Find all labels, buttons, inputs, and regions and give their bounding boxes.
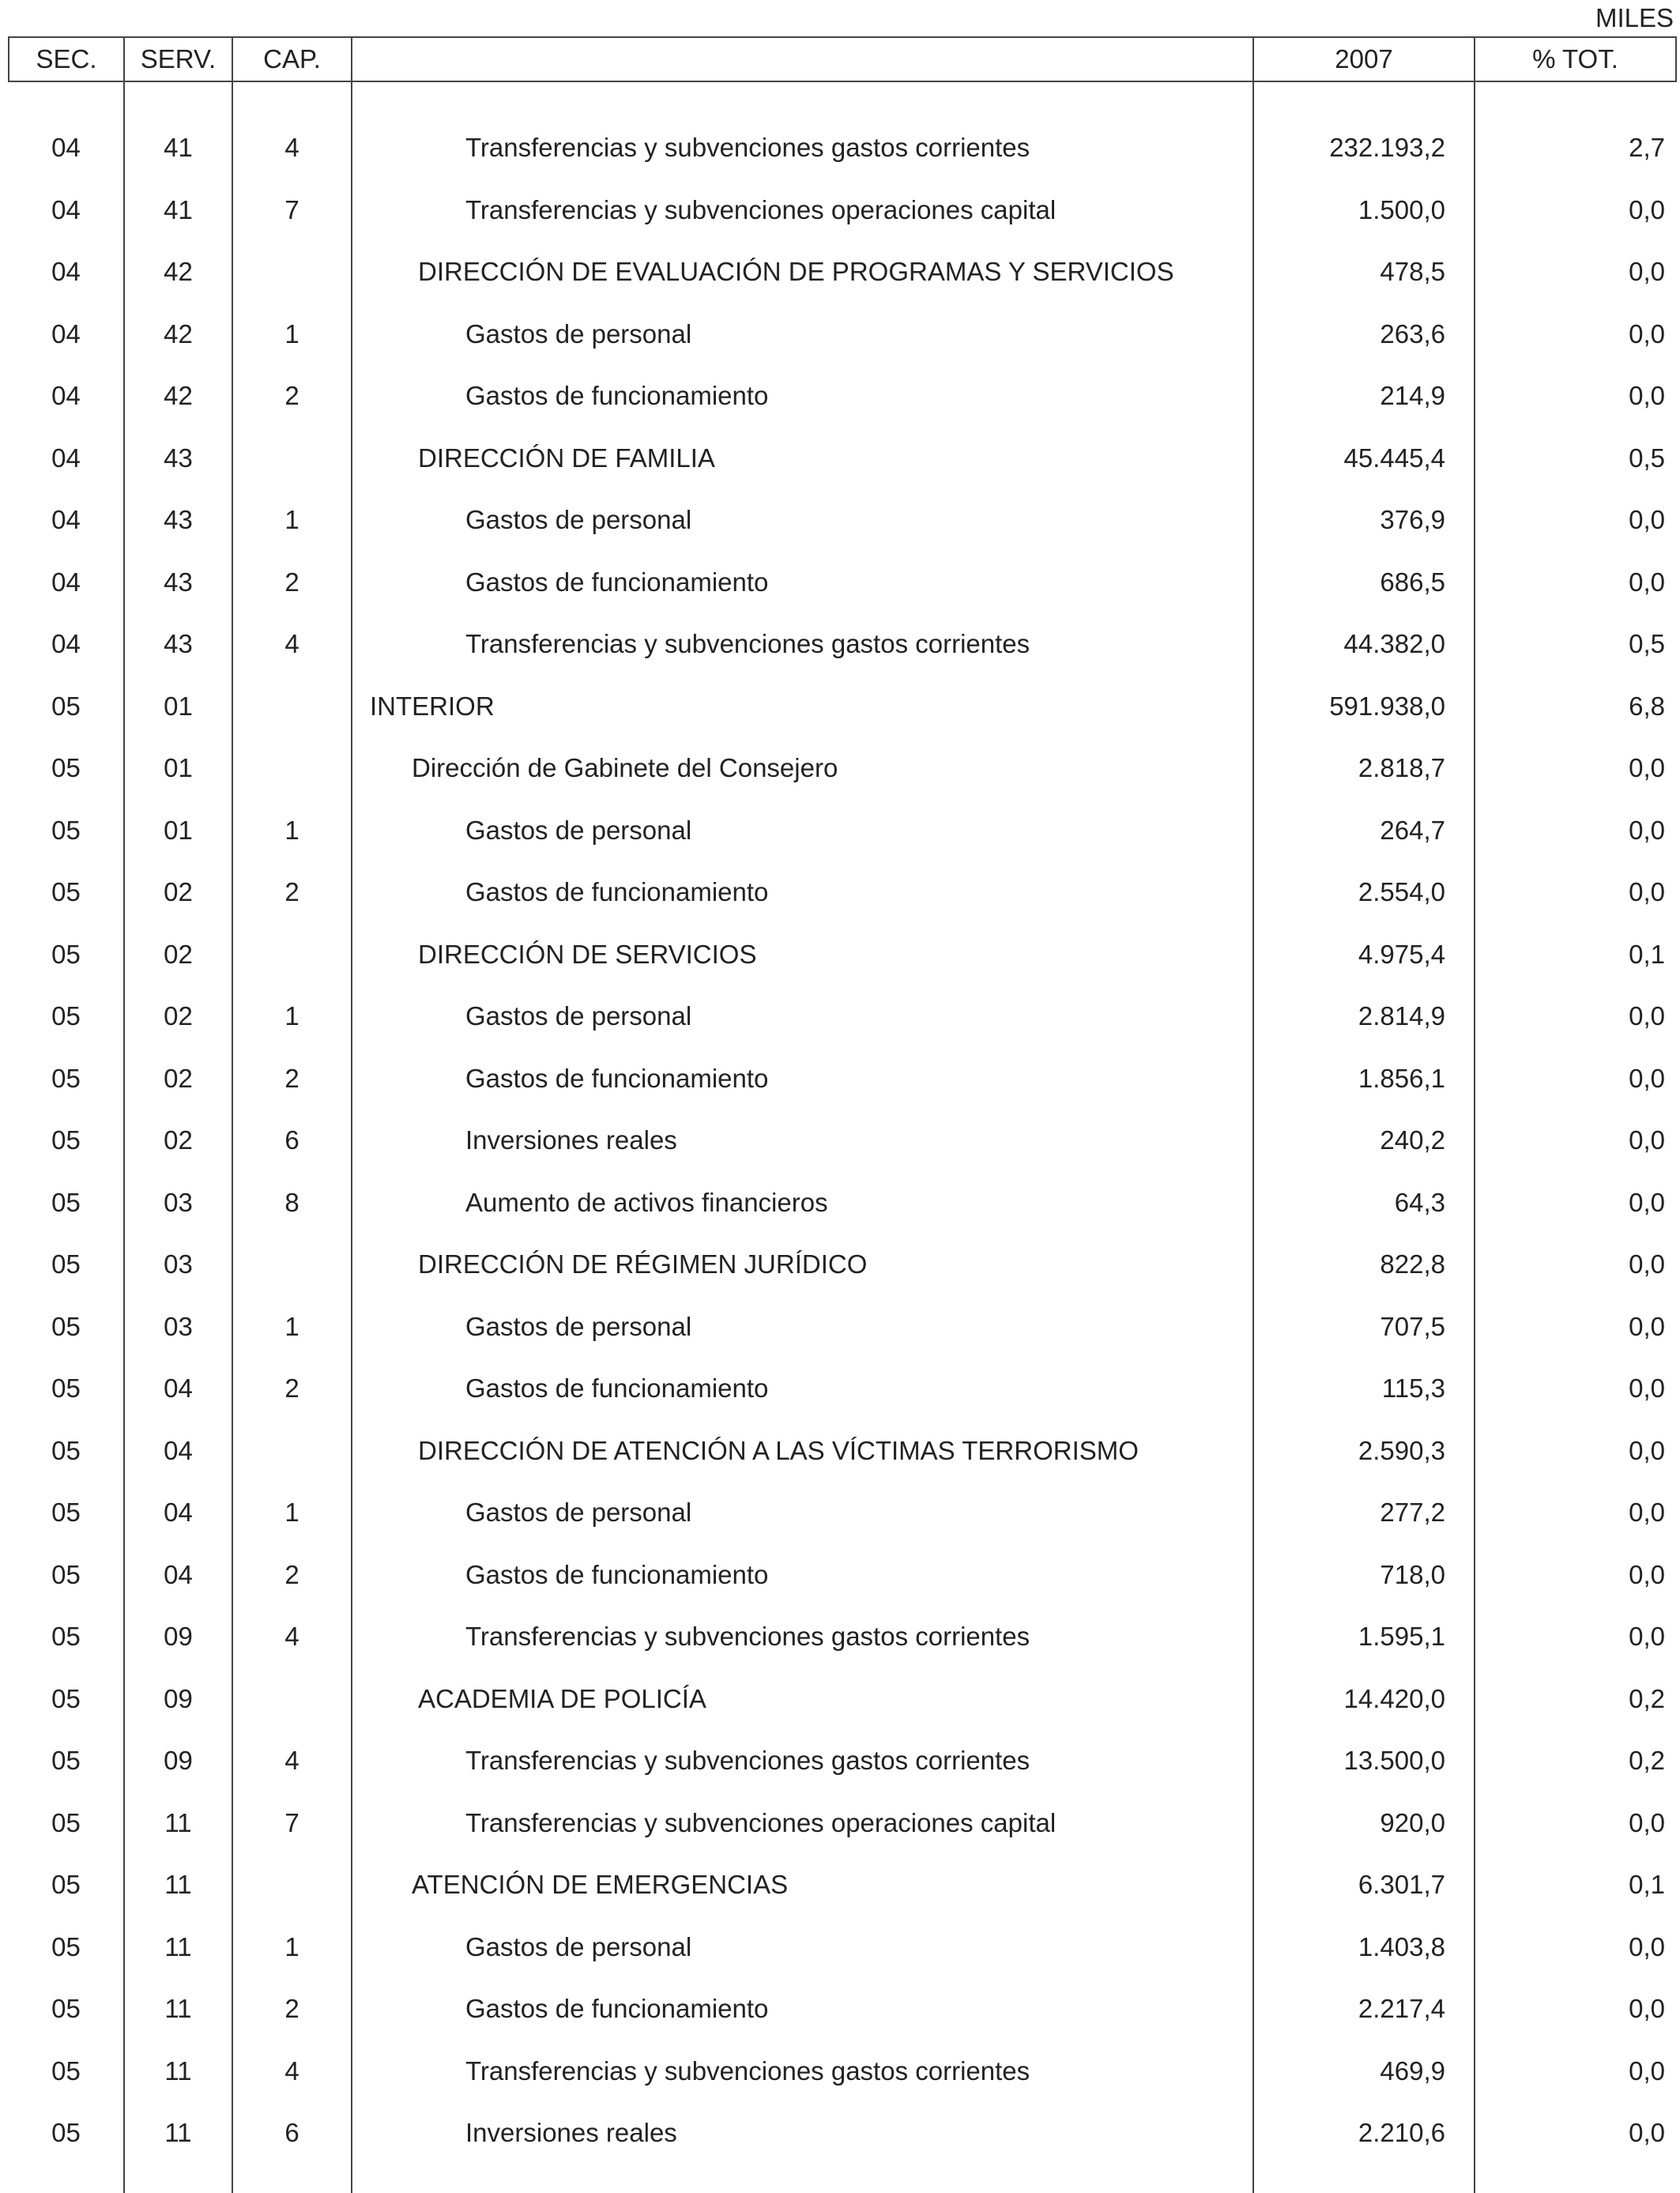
- cell-pct-total: 0,0: [1475, 365, 1676, 428]
- cell-amount-2007: 214,9: [1253, 365, 1475, 428]
- table-row: [9, 2102, 1676, 2165]
- cell-pct-total: 2,7: [1475, 117, 1676, 179]
- table-row: [9, 737, 1676, 800]
- cell-description: Inversiones reales: [352, 2102, 1253, 2165]
- cell-description: Gastos de personal: [352, 1916, 1253, 1979]
- cell-serv: 02: [124, 1110, 232, 1172]
- table-row: [9, 861, 1676, 924]
- cell-serv: 11: [124, 2102, 232, 2165]
- cell-serv: 43: [124, 552, 232, 614]
- cell-pct-total: 0,0: [1475, 1172, 1676, 1234]
- cell-pct-total: 0,0: [1475, 800, 1676, 862]
- cell-pct-total: 0,0: [1475, 489, 1676, 552]
- cell-serv: 02: [124, 924, 232, 986]
- cell-amount-2007: 718,0: [1253, 1544, 1475, 1607]
- cell-cap: 4: [232, 1606, 352, 1668]
- cell-amount-2007: 822,8: [1253, 1234, 1475, 1296]
- cell-amount-2007: 115,3: [1253, 1358, 1475, 1420]
- cell-serv: 01: [124, 800, 232, 862]
- cell-sec: 05: [51, 1187, 81, 1217]
- cell-pct-total: 0,0: [1475, 737, 1676, 800]
- cell-cap: [232, 737, 352, 800]
- cell-pct-total: 0,0: [1475, 241, 1676, 303]
- header-year: 2007: [1253, 37, 1475, 81]
- cell-pct-total: 0,0: [1475, 1978, 1676, 2040]
- header-cap: CAP.: [232, 37, 352, 81]
- cell-serv: 42: [124, 365, 232, 428]
- cell-amount-2007: 478,5: [1253, 241, 1475, 303]
- cell-sec: 05: [51, 1001, 81, 1031]
- cell-description: Dirección de Gabinete del Consejero: [352, 737, 1253, 800]
- cell-description: Gastos de funcionamiento: [352, 365, 1253, 428]
- cell-cap: [232, 924, 352, 986]
- cell-serv: 11: [124, 1916, 232, 1979]
- cell-amount-2007: 4.975,4: [1253, 924, 1475, 986]
- cell-amount-2007: 2.590,3: [1253, 1420, 1475, 1483]
- cell-amount-2007: 44.382,0: [1253, 613, 1475, 676]
- cell-cap: [232, 428, 352, 490]
- cell-pct-total: 0,0: [1475, 1482, 1676, 1544]
- cell-cap: 2: [232, 552, 352, 614]
- cell-cap: 8: [232, 1172, 352, 1234]
- cell-description: Transferencias y subvenciones operaciones capital: [352, 1792, 1253, 1855]
- cell-description: Gastos de funcionamiento: [352, 1048, 1253, 1110]
- cell-sec: 05: [51, 1994, 81, 2024]
- cell-description: Aumento de activos financieros: [352, 1172, 1253, 1234]
- cell-serv: 41: [124, 179, 232, 242]
- table-row: [9, 117, 1676, 179]
- cell-serv: 02: [124, 985, 232, 1048]
- cell-pct-total: 0,0: [1475, 1606, 1676, 1668]
- cell-amount-2007: 1.856,1: [1253, 1048, 1475, 1110]
- header-pct: % TOT.: [1475, 37, 1676, 81]
- cell-pct-total: 0,0: [1475, 1048, 1676, 1110]
- cell-amount-2007: 1.595,1: [1253, 1606, 1475, 1668]
- cell-pct-total: 0,5: [1475, 613, 1676, 676]
- cell-pct-total: 0,5: [1475, 428, 1676, 490]
- cell-cap: [232, 241, 352, 303]
- cell-description: Gastos de funcionamiento: [352, 861, 1253, 924]
- cell-amount-2007: 264,7: [1253, 800, 1475, 862]
- cell-sec: 04: [51, 381, 81, 411]
- cell-sec: 05: [51, 1807, 81, 1837]
- cell-description: Transferencias y subvenciones gastos corrientes: [352, 2040, 1253, 2103]
- header-serv: SERV.: [124, 37, 232, 81]
- table-row: [9, 303, 1676, 366]
- cell-cap: [232, 1854, 352, 1916]
- table-row: [9, 613, 1676, 676]
- cell-serv: 04: [124, 1544, 232, 1607]
- cell-serv: 09: [124, 1668, 232, 1731]
- cell-amount-2007: 2.210,6: [1253, 2102, 1475, 2165]
- cell-cap: [232, 1234, 352, 1296]
- cell-pct-total: 0,0: [1475, 985, 1676, 1048]
- cell-description: ATENCIÓN DE EMERGENCIAS: [352, 1854, 1253, 1916]
- table-row: [9, 179, 1676, 242]
- cell-sec: 04: [51, 318, 81, 349]
- cell-serv: 09: [124, 1730, 232, 1792]
- cell-sec: 05: [51, 2118, 81, 2148]
- cell-sec: 05: [51, 939, 81, 969]
- cell-cap: 7: [232, 1792, 352, 1855]
- cell-cap: [232, 676, 352, 738]
- cell-pct-total: 0,0: [1475, 2040, 1676, 2103]
- unit-label: MILES: [1595, 3, 1674, 32]
- table-body: [9, 81, 1676, 2193]
- cell-sec: 05: [51, 1746, 81, 1776]
- table-row: [9, 1606, 1676, 1668]
- cell-pct-total: 0,1: [1475, 1854, 1676, 1916]
- cell-cap: 4: [232, 613, 352, 676]
- cell-description: Gastos de personal: [352, 1482, 1253, 1544]
- header-description: [352, 37, 1253, 81]
- table-row: [9, 1730, 1676, 1792]
- cell-pct-total: 0,0: [1475, 1420, 1676, 1483]
- cell-cap: [232, 1420, 352, 1483]
- cell-pct-total: 0,0: [1475, 861, 1676, 924]
- cell-serv: 01: [124, 676, 232, 738]
- cell-description: Gastos de personal: [352, 1296, 1253, 1358]
- cell-description: Inversiones reales: [352, 1110, 1253, 1172]
- table-row: [9, 1048, 1676, 1110]
- cell-amount-2007: 1.500,0: [1253, 179, 1475, 242]
- cell-amount-2007: 2.818,7: [1253, 737, 1475, 800]
- cell-amount-2007: 686,5: [1253, 552, 1475, 614]
- table-row: [9, 1544, 1676, 1607]
- table-row: [9, 1792, 1676, 1855]
- cell-description: DIRECCIÓN DE ATENCIÓN A LAS VÍCTIMAS TERRORISMO: [352, 1420, 1253, 1483]
- cell-cap: 1: [232, 800, 352, 862]
- cell-description: Transferencias y subvenciones gastos corrientes: [352, 1606, 1253, 1668]
- cell-cap: 6: [232, 2102, 352, 2165]
- table-row: [9, 1358, 1676, 1420]
- cell-serv: 42: [124, 303, 232, 366]
- cell-serv: 04: [124, 1358, 232, 1420]
- cell-description: Gastos de personal: [352, 489, 1253, 552]
- table-row: [9, 241, 1676, 303]
- cell-cap: 2: [232, 861, 352, 924]
- cell-pct-total: 0,0: [1475, 179, 1676, 242]
- cell-serv: 03: [124, 1234, 232, 1296]
- cell-pct-total: 0,2: [1475, 1730, 1676, 1792]
- cell-serv: 01: [124, 737, 232, 800]
- cell-pct-total: 0,0: [1475, 1544, 1676, 1607]
- cell-cap: 4: [232, 1730, 352, 1792]
- cell-pct-total: 0,0: [1475, 1916, 1676, 1979]
- cell-serv: 11: [124, 1854, 232, 1916]
- cell-sec: 05: [51, 1559, 81, 1589]
- table-row: [9, 1978, 1676, 2040]
- cell-description: Transferencias y subvenciones operaciones capital: [352, 179, 1253, 242]
- cell-serv: 11: [124, 1978, 232, 2040]
- table-row: [9, 800, 1676, 862]
- table-row: [9, 1110, 1676, 1172]
- header-sec: SEC.: [9, 37, 124, 81]
- cell-serv: 43: [124, 489, 232, 552]
- cell-sec: 05: [51, 1435, 81, 1465]
- cell-pct-total: 0,0: [1475, 1296, 1676, 1358]
- table-row: [9, 1854, 1676, 1916]
- cell-serv: 11: [124, 1792, 232, 1855]
- cell-serv: 02: [124, 861, 232, 924]
- cell-sec: 05: [51, 1622, 81, 1652]
- cell-cap: 1: [232, 489, 352, 552]
- table-row: [9, 676, 1676, 738]
- cell-serv: 03: [124, 1296, 232, 1358]
- cell-description: DIRECCIÓN DE EVALUACIÓN DE PROGRAMAS Y SERVICIOS: [352, 241, 1253, 303]
- cell-sec: 05: [51, 1063, 81, 1093]
- cell-description: DIRECCIÓN DE FAMILIA: [352, 428, 1253, 490]
- cell-description: DIRECCIÓN DE RÉGIMEN JURÍDICO: [352, 1234, 1253, 1296]
- cell-cap: 1: [232, 1296, 352, 1358]
- cell-description: INTERIOR: [352, 676, 1253, 738]
- cell-description: Gastos de personal: [352, 800, 1253, 862]
- table-row: [9, 1668, 1676, 1731]
- table-row: [9, 365, 1676, 428]
- table-row: [9, 1420, 1676, 1483]
- cell-description: Gastos de personal: [352, 985, 1253, 1048]
- cell-sec: 05: [51, 1249, 81, 1279]
- budget-table: [8, 36, 1677, 2193]
- cell-sec: 05: [51, 877, 81, 907]
- cell-sec: 05: [51, 1870, 81, 1900]
- cell-cap: 4: [232, 2040, 352, 2103]
- table-row: [9, 924, 1676, 986]
- cell-sec: 05: [51, 691, 81, 721]
- cell-sec: 04: [51, 257, 81, 287]
- cell-description: Transferencias y subvenciones gastos corrientes: [352, 613, 1253, 676]
- cell-sec: 05: [51, 1931, 81, 1961]
- table-row: [9, 1916, 1676, 1979]
- cell-description: Gastos de personal: [352, 303, 1253, 366]
- cell-amount-2007: 707,5: [1253, 1296, 1475, 1358]
- cell-amount-2007: 469,9: [1253, 2040, 1475, 2103]
- cell-sec: 05: [51, 1311, 81, 1341]
- cell-amount-2007: 2.554,0: [1253, 861, 1475, 924]
- table-row: [9, 2040, 1676, 2103]
- cell-cap: 7: [232, 179, 352, 242]
- cell-sec: 05: [51, 1373, 81, 1404]
- cell-cap: 2: [232, 1978, 352, 2040]
- table-row: [9, 1172, 1676, 1234]
- cell-amount-2007: 263,6: [1253, 303, 1475, 366]
- table-row: [9, 552, 1676, 614]
- cell-description: Gastos de funcionamiento: [352, 1358, 1253, 1420]
- cell-cap: 6: [232, 1110, 352, 1172]
- cell-amount-2007: 13.500,0: [1253, 1730, 1475, 1792]
- cell-description: Gastos de funcionamiento: [352, 1978, 1253, 2040]
- cell-serv: 43: [124, 613, 232, 676]
- cell-pct-total: 6,8: [1475, 676, 1676, 738]
- table-row: [9, 985, 1676, 1048]
- cell-serv: 02: [124, 1048, 232, 1110]
- cell-cap: [232, 1668, 352, 1731]
- cell-sec: 05: [51, 753, 81, 783]
- cell-serv: 09: [124, 1606, 232, 1668]
- cell-sec: 04: [51, 194, 81, 224]
- table-row: [9, 1234, 1676, 1296]
- table-row: [9, 489, 1676, 552]
- cell-sec: 05: [51, 1498, 81, 1528]
- cell-pct-total: 0,0: [1475, 1358, 1676, 1420]
- cell-amount-2007: 14.420,0: [1253, 1668, 1475, 1731]
- cell-description: Transferencias y subvenciones gastos corrientes: [352, 1730, 1253, 1792]
- cell-pct-total: 0,0: [1475, 2102, 1676, 2165]
- cell-cap: 1: [232, 985, 352, 1048]
- cell-amount-2007: 6.301,7: [1253, 1854, 1475, 1916]
- cell-description: ACADEMIA DE POLICÍA: [352, 1668, 1253, 1731]
- cell-amount-2007: 1.403,8: [1253, 1916, 1475, 1979]
- cell-amount-2007: 232.193,2: [1253, 117, 1475, 179]
- cell-pct-total: 0,0: [1475, 552, 1676, 614]
- cell-serv: 04: [124, 1482, 232, 1544]
- cell-pct-total: 0,2: [1475, 1668, 1676, 1731]
- cell-serv: 04: [124, 1420, 232, 1483]
- cell-serv: 11: [124, 2040, 232, 2103]
- cell-description: Gastos de funcionamiento: [352, 552, 1253, 614]
- cell-pct-total: 0,0: [1475, 1110, 1676, 1172]
- header-row: [9, 37, 1676, 81]
- cell-sec: 04: [51, 567, 81, 597]
- cell-amount-2007: 2.217,4: [1253, 1978, 1475, 2040]
- cell-description: DIRECCIÓN DE SERVICIOS: [352, 924, 1253, 986]
- cell-cap: 2: [232, 1048, 352, 1110]
- cell-serv: 43: [124, 428, 232, 490]
- cell-description: Transferencias y subvenciones gastos corrientes: [352, 117, 1253, 179]
- cell-sec: 04: [51, 443, 81, 473]
- cell-description: Gastos de funcionamiento: [352, 1544, 1253, 1607]
- cell-sec: 04: [51, 629, 81, 659]
- cell-sec: 04: [51, 133, 81, 163]
- table-row: [9, 1296, 1676, 1358]
- cell-amount-2007: 45.445,4: [1253, 428, 1475, 490]
- cell-amount-2007: 376,9: [1253, 489, 1475, 552]
- cell-amount-2007: 277,2: [1253, 1482, 1475, 1544]
- table-row: [9, 428, 1676, 490]
- cell-cap: 2: [232, 365, 352, 428]
- table-header: [9, 37, 1676, 81]
- cell-cap: 4: [232, 117, 352, 179]
- cell-sec: 05: [51, 1683, 81, 1713]
- cell-pct-total: 0,0: [1475, 1792, 1676, 1855]
- tail-row: [9, 2165, 1676, 2193]
- cell-amount-2007: 64,3: [1253, 1172, 1475, 1234]
- cell-pct-total: 0,1: [1475, 924, 1676, 986]
- cell-sec: 04: [51, 505, 81, 535]
- cell-sec: 05: [51, 815, 81, 845]
- cell-pct-total: 0,0: [1475, 303, 1676, 366]
- cell-amount-2007: 920,0: [1253, 1792, 1475, 1855]
- cell-serv: 42: [124, 241, 232, 303]
- cell-cap: 1: [232, 1916, 352, 1979]
- cell-serv: 03: [124, 1172, 232, 1234]
- cell-cap: 1: [232, 1482, 352, 1544]
- cell-serv: 41: [124, 117, 232, 179]
- cell-pct-total: 0,0: [1475, 1234, 1676, 1296]
- table-row: [9, 1482, 1676, 1544]
- cell-cap: 2: [232, 1358, 352, 1420]
- cell-amount-2007: 591.938,0: [1253, 676, 1475, 738]
- cell-amount-2007: 240,2: [1253, 1110, 1475, 1172]
- cell-cap: 1: [232, 303, 352, 366]
- cell-sec: 05: [51, 2055, 81, 2086]
- cell-amount-2007: 2.814,9: [1253, 985, 1475, 1048]
- cell-sec: 05: [51, 1125, 81, 1155]
- spacer-row: [9, 81, 1676, 117]
- cell-cap: 2: [232, 1544, 352, 1607]
